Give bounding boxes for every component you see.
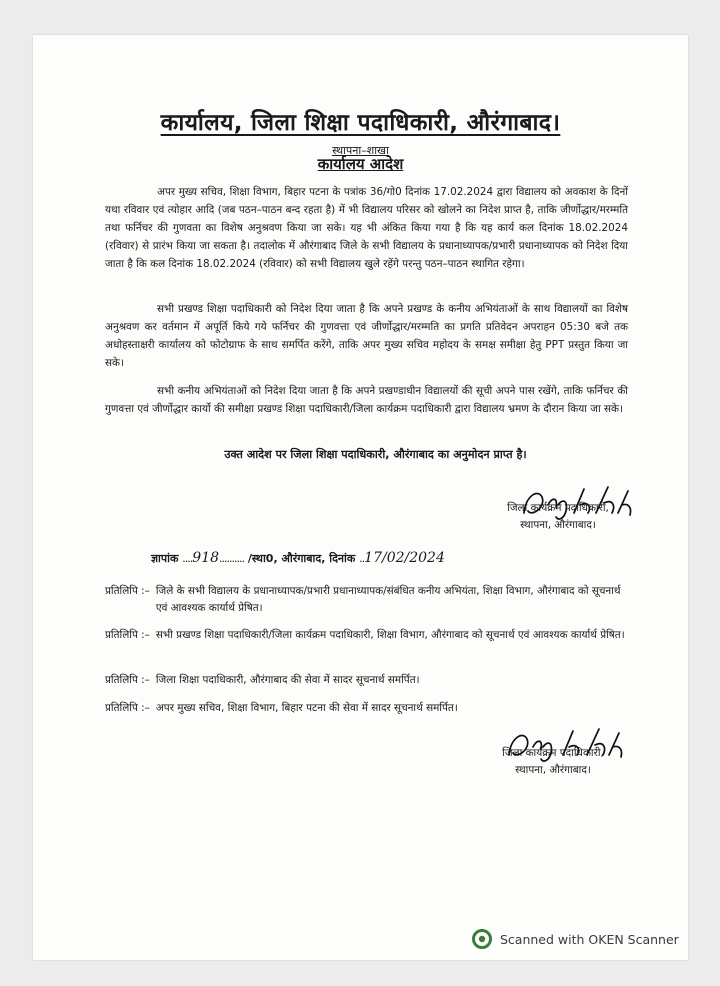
copy-text: सभी प्रखण्ड शिक्षा पदाधिकारी/जिला कार्यक्रम पदाधिकारी, शिक्षा विभाग, औरंगाबाद को सूचनार्थ एवं आवश्यक कार्यार्थ प्रेषित। [155, 629, 625, 641]
copy-item-4 [105, 700, 630, 717]
copy-item-1 [105, 583, 630, 617]
copy-label: प्रतिलिपि :– [105, 629, 150, 641]
copy-text: जिला शिक्षा पदाधिकारी, औरंगाबाद की सेवा में सादर सूचनार्थ समर्पित। [155, 674, 420, 686]
oken-logo-icon [472, 929, 492, 949]
document-page [33, 35, 688, 960]
copy-label: प्रतिलिपि :– [105, 585, 150, 597]
paragraph-2: सभी प्रखण्ड शिक्षा पदाधिकारी को निदेश दिया जाता है कि अपने प्रखण्ड के कनीय अभियंताओं के साथ विद्यालयों का विशेष अनुश्रवण कर वर्तमान में अपूर्ति किये गये फर्निचर की गुणवत्ता एवं जीर्णोद्धार/मरम्मति का प्रगति प्रतिवेदन अपराहन 05:30 बजे तक अधोहस्ताक्षरी कार्यालय को फोटोग्राफ के साथ समर्पित करेंगे, ताकि अपर मुख्य सचिव महोदय के समक्ष समीक्षा हेतु PPT प्रस्तुत किया जा सके। [105, 303, 628, 369]
copy-text: जिले के सभी विद्यालय के प्रधानाध्यापक/प्रभारी प्रधानाध्यापक/संबंधित कनीय अभियंता, शिक्षा विभाग, औरंगाबाद को सूचनार्थ एवं आवश्यक कार्यार्थ प्रेषित। [155, 585, 621, 614]
section-label: स्थापना–शाखा [332, 144, 389, 157]
signature-2-office: स्थापना, औरंगाबाद। [515, 764, 591, 776]
copy-item-3 [105, 672, 630, 689]
scanner-watermark [472, 929, 679, 949]
reference-middle: /स्था0, औरंगाबाद, दिनांक [247, 552, 356, 565]
copy-item-2 [105, 627, 630, 644]
reference-number: 918 [192, 550, 220, 566]
office-title: कार्यालय, जिला शिक्षा पदाधिकारी, औरंगाबाद। [160, 110, 561, 136]
paragraph-1: अपर मुख्य सचिव, शिक्षा विभाग, बिहार पटना के पत्रांक 36/गो0 दिनांक 17.02.2024 द्वारा विद्यालय को अवकाश के दिनों यथा रविवार एवं त्योहार आदि (जब पठन–पाठन बन्द रहता है) में भी विद्यालय परिसर को खोलने का निदेश प्राप्त है, ताकि जीर्णोद्धार/मरम्मति तथा फर्निचर की गुणवता का विशेष अनुश्रवण किया जा सके। यह भी अंकित किया गया है कि यह कार्य कल दिनांक 18.02.2024 (रविवार) से प्रारंभ किया जा सकता है। तदालोक में औरंगाबाद जिले के सभी विद्यालय के प्रधानाध्यापक/प्रभारी प्रधानाध्यापक को निदेश दिया जाता है कि कल दिनांक 18.02.2024 (रविवार) को सभी विद्यालय खुले रहेंगे परन्तु पठन–पाठन स्थागित रहेगा। [105, 186, 628, 270]
signature-1-block [463, 500, 653, 534]
signature-2-designation: जिला कार्यक्रम पदाधिकारी, [502, 747, 604, 759]
reference-line: ज्ञापांक ....918.......... /स्था0, औरंगाबाद, दिनांक ..17/02/2024 [151, 550, 445, 566]
order-title: कार्यालय आदेश [317, 155, 404, 173]
scanner-text: Scanned with OKEN Scanner [500, 931, 679, 947]
reference-prefix: ज्ञापांक [151, 552, 179, 565]
reference-date: 17/02/2024 [364, 550, 445, 566]
copy-text: अपर मुख्य सचिव, शिक्षा विभाग, बिहार पटना की सेवा में सादर सूचनार्थ समर्पित। [155, 702, 458, 714]
copy-label: प्रतिलिपि :– [105, 702, 150, 714]
copy-label: प्रतिलिपि :– [105, 674, 150, 686]
signature-1-designation: जिला कार्यक्रम पदाधिकारी, [507, 502, 609, 514]
signature-2-block [458, 745, 648, 779]
signature-1-office: स्थापना, औरंगाबाद। [520, 519, 596, 531]
paragraph-3: सभी कनीय अभियंताओं को निदेश दिया जाता है कि अपने प्रखण्डाधीन विद्यालयों की सूची अपने पास रखेंगे, ताकि फर्निचर की गुणवत्ता एवं जीर्णोद्धार कार्यो की समीक्षा प्रखण्ड शिक्षा पदाधिकारी/जिला कार्यक्रम पदाधिकारी द्वारा विद्यालय भ्रमण के दौरान किया जा सके। [105, 385, 628, 415]
approval-line: उक्त आदेश पर जिला शिक्षा पदाधिकारी, औरंगाबाद का अनुमोदन प्राप्त है। [224, 448, 527, 461]
